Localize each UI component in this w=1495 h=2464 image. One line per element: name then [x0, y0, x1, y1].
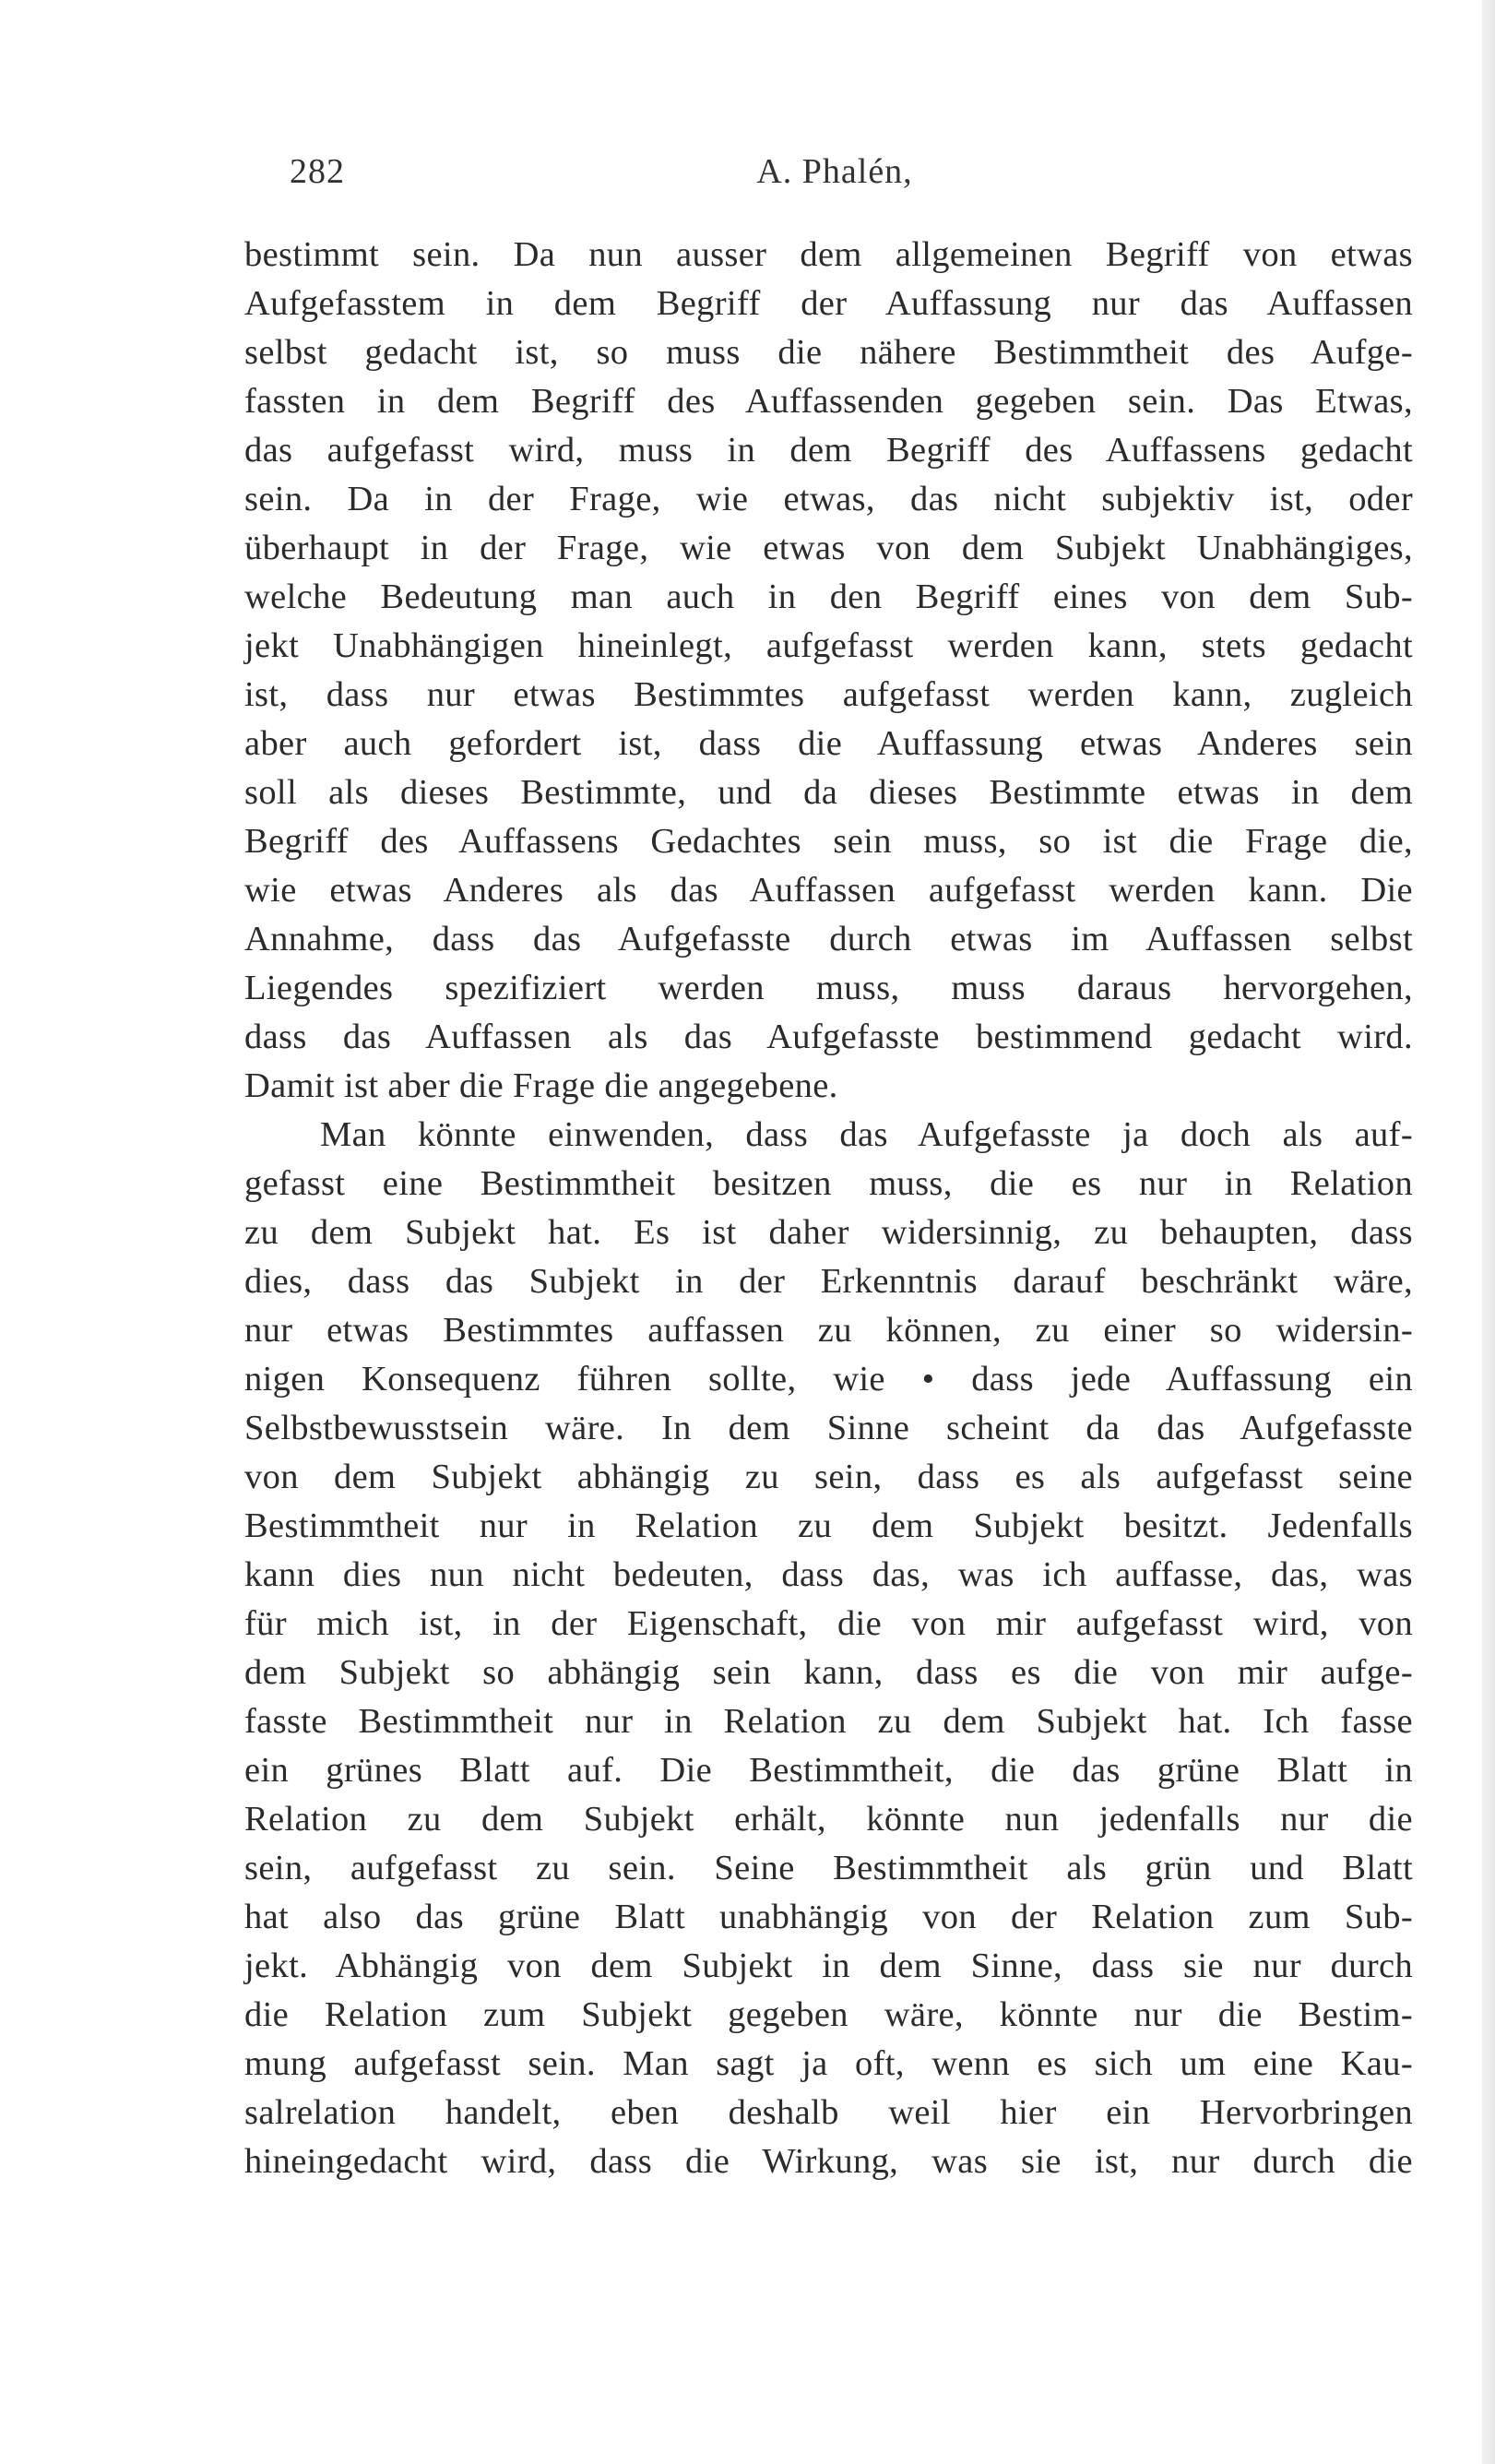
text-line: nigen Konsequenz führen sollte, wie • dass jede Auffassung ein — [244, 1360, 1413, 1399]
text-line: welche Bedeutung man auch in den Begriff eines von dem Sub- — [244, 577, 1413, 616]
text-line: aber auch gefordert ist, dass die Auffassung etwas Anderes sein — [244, 724, 1413, 763]
running-head — [244, 148, 1425, 203]
page-edge — [1482, 0, 1495, 2464]
page-number: 282 — [290, 152, 345, 191]
text-line: Damit ist aber die Frage die angegebene. — [244, 1066, 838, 1105]
text-line: ein grünes Blatt auf. Die Bestimmtheit, die das grüne Blatt in — [244, 1751, 1413, 1790]
text-line: jekt. Abhängig von dem Subjekt in dem Sinne, dass sie nur durch — [244, 1946, 1413, 1985]
body-text — [244, 231, 1413, 2186]
text-line: soll als dieses Bestimmte, und da dieses Bestimmte etwas in dem — [244, 773, 1413, 812]
text-line: Bestimmtheit nur in Relation zu dem Subjekt besitzt. Jedenfalls — [244, 1506, 1413, 1545]
text-line: sein, aufgefasst zu sein. Seine Bestimmtheit als grün und Blatt — [244, 1849, 1413, 1887]
text-line: fassten in dem Begriff des Auffassenden gegeben sein. Das Etwas, — [244, 382, 1413, 421]
text-line: dass das Auffassen als das Aufgefasste bestimmend gedacht wird. — [244, 1018, 1413, 1056]
text-line: Man könnte einwenden, dass das Aufgefasste ja doch als auf- — [320, 1115, 1413, 1154]
text-line: dies, dass das Subjekt in der Erkenntnis darauf beschränkt wäre, — [244, 1262, 1413, 1301]
text-line: ist, dass nur etwas Bestimmtes aufgefasst werden kann, zugleich — [244, 675, 1413, 714]
text-line: dem Subjekt so abhängig sein kann, dass es die von mir aufge- — [244, 1653, 1413, 1692]
text-line: Aufgefasstem in dem Begriff der Auffassung nur das Auffassen — [244, 284, 1413, 323]
text-line: selbst gedacht ist, so muss die nähere Bestimmtheit des Aufge- — [244, 333, 1413, 372]
text-line: Annahme, dass das Aufgefasste durch etwas im Auffassen selbst — [244, 920, 1413, 958]
text-line: sein. Da in der Frage, wie etwas, das nicht subjektiv ist, oder — [244, 480, 1413, 518]
text-line: hineingedacht wird, dass die Wirkung, was sie ist, nur durch die — [244, 2142, 1413, 2181]
text-line: Begriff des Auffassens Gedachtes sein muss, so ist die Frage die, — [244, 822, 1413, 861]
running-title: A. Phalén, — [756, 152, 913, 191]
text-line: fasste Bestimmtheit nur in Relation zu dem Subjekt hat. Ich fasse — [244, 1702, 1413, 1741]
text-line: hat also das grüne Blatt unabhängig von der Relation zum Sub- — [244, 1898, 1413, 1936]
text-line: bestimmt sein. Da nun ausser dem allgemeinen Begriff von etwas — [244, 235, 1413, 274]
text-line: kann dies nun nicht bedeuten, dass das, was ich auffasse, das, was — [244, 1555, 1413, 1594]
text-line: überhaupt in der Frage, wie etwas von dem Subjekt Unabhängiges, — [244, 529, 1413, 567]
text-line: nur etwas Bestimmtes auffassen zu können, zu einer so widersin- — [244, 1311, 1413, 1350]
text-line: Relation zu dem Subjekt erhält, könnte nun jedenfalls nur die — [244, 1800, 1413, 1839]
text-line: salrelation handelt, eben deshalb weil hier ein Hervorbringen — [244, 2093, 1413, 2132]
text-line: das aufgefasst wird, muss in dem Begriff des Auffassens gedacht — [244, 431, 1413, 470]
text-line: wie etwas Anderes als das Auffassen aufgefasst werden kann. Die — [244, 871, 1413, 910]
text-line: Selbstbewusstsein wäre. In dem Sinne scheint da das Aufgefasste — [244, 1409, 1413, 1447]
paragraph-2 — [244, 1111, 1413, 2186]
paragraph-1 — [244, 231, 1413, 1111]
text-line: für mich ist, in der Eigenschaft, die von mir aufgefasst wird, von — [244, 1604, 1413, 1643]
text-line: zu dem Subjekt hat. Es ist daher widersinnig, zu behaupten, dass — [244, 1213, 1413, 1252]
text-line: jekt Unabhängigen hineinlegt, aufgefasst werden kann, stets gedacht — [244, 626, 1413, 665]
text-line: Liegendes spezifiziert werden muss, muss daraus hervorgehen, — [244, 969, 1413, 1007]
text-line: mung aufgefasst sein. Man sagt ja oft, wenn es sich um eine Kau- — [244, 2044, 1413, 2083]
text-line: die Relation zum Subjekt gegeben wäre, könnte nur die Bestim- — [244, 1995, 1413, 2034]
text-line: gefasst eine Bestimmtheit besitzen muss, die es nur in Relation — [244, 1164, 1413, 1203]
text-line: von dem Subjekt abhängig zu sein, dass es als aufgefasst seine — [244, 1458, 1413, 1496]
